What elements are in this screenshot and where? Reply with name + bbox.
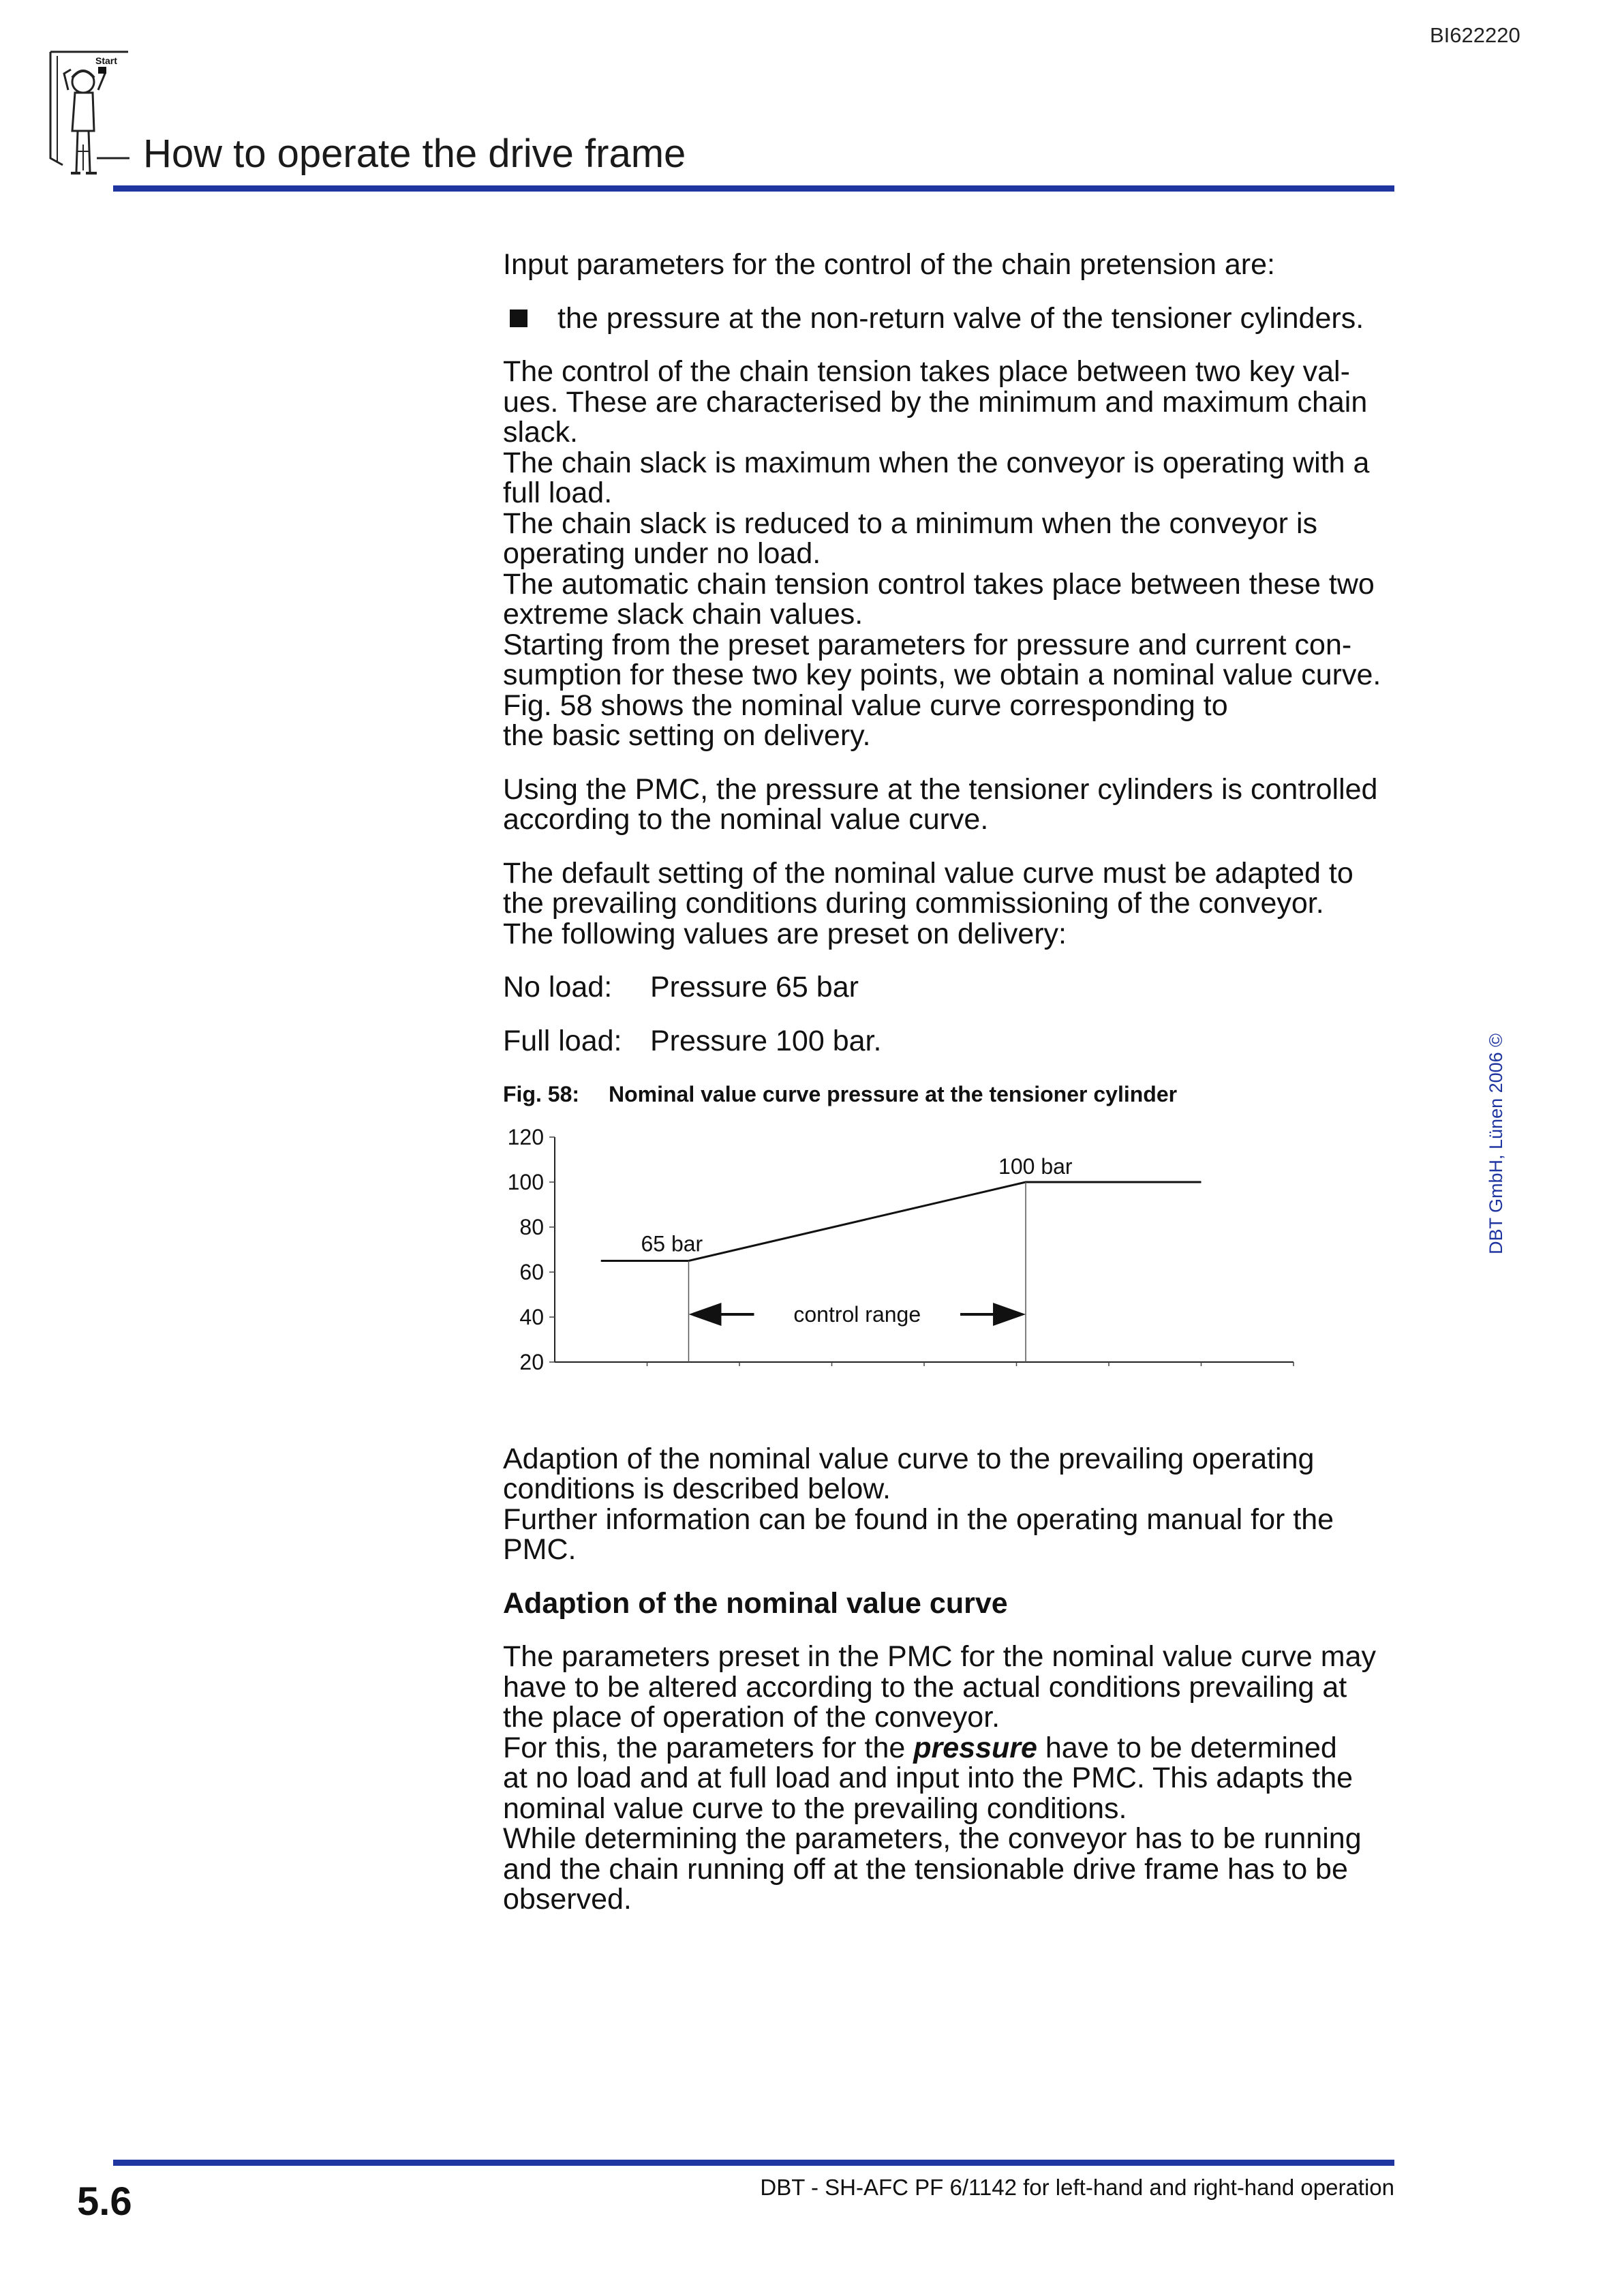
text-line: The chain slack is reduced to a minimum when the conveyor is bbox=[503, 507, 1317, 540]
document-id: BI622220 bbox=[1430, 23, 1520, 47]
section-heading: Adaption of the nominal value curve bbox=[503, 1586, 1008, 1620]
page-title: How to operate the drive frame bbox=[143, 132, 686, 176]
full-load-value: Pressure 100 bar. bbox=[650, 1024, 882, 1057]
y-tick-label: 100 bbox=[507, 1169, 544, 1194]
no-load-row bbox=[503, 972, 1403, 1003]
nominal-value-chart bbox=[503, 1129, 1403, 1381]
text-line-pre: For this, the parameters for the bbox=[503, 1731, 914, 1764]
text-line: at no load and at full load and input into the PMC. This adapts the bbox=[503, 1762, 1353, 1794]
text-line: the basic setting on delivery. bbox=[503, 719, 871, 752]
emphasis-pressure: pressure bbox=[913, 1731, 1037, 1764]
control-range-label: control range bbox=[793, 1301, 921, 1327]
bullet-text: the pressure at the non-return valve of the tensioner cylinders. bbox=[557, 301, 1364, 335]
no-load-label: No load: bbox=[503, 971, 613, 1003]
y-tick-label: 80 bbox=[519, 1214, 544, 1239]
square-bullet-icon bbox=[510, 309, 527, 327]
chart-svg bbox=[503, 1129, 1403, 1381]
y-tick-label: 120 bbox=[507, 1128, 544, 1149]
text-line: PMC. bbox=[503, 1533, 577, 1566]
text-line-post: have to be determined bbox=[1037, 1731, 1337, 1764]
text-line: The following values are preset on delivery: bbox=[503, 917, 1067, 950]
paragraph-default-setting bbox=[503, 858, 1403, 950]
text-line: The parameters preset in the PMC for the nominal value curve may bbox=[503, 1640, 1377, 1673]
text-line: extreme slack chain values. bbox=[503, 598, 863, 631]
text-line: Starting from the preset parameters for pressure and current con- bbox=[503, 628, 1352, 661]
header-divider bbox=[113, 185, 1394, 192]
figure-title: Nominal value curve pressure at the tensioner cylinder bbox=[609, 1082, 1178, 1106]
text-line: the place of operation of the conveyor. bbox=[503, 1701, 1000, 1734]
label-100-bar: 100 bar bbox=[998, 1153, 1073, 1179]
label-65-bar: 65 bar bbox=[641, 1231, 703, 1256]
text-line: nominal value curve to the prevailing conditions. bbox=[503, 1792, 1127, 1825]
text-line: full load. bbox=[503, 477, 613, 509]
text-line: The default setting of the nominal value curve must be adapted to bbox=[503, 856, 1353, 890]
arrow-left-icon bbox=[688, 1303, 721, 1326]
text-line: While determining the parameters, the conveyor has to be running bbox=[503, 1822, 1362, 1855]
text-line: The chain slack is maximum when the conveyor is operating with a bbox=[503, 446, 1370, 479]
main-content bbox=[503, 250, 1403, 1938]
paragraph-parameters bbox=[503, 1642, 1403, 1915]
text-line: Adaption of the nominal value curve to the prevailing operating bbox=[503, 1442, 1315, 1475]
no-load-value: Pressure 65 bar bbox=[650, 971, 859, 1003]
text-line: sumption for these two key points, we obtain a nominal value curve. bbox=[503, 659, 1381, 691]
text-line: The automatic chain tension control takes place between these two bbox=[503, 567, 1375, 601]
paragraph-adaption bbox=[503, 1444, 1403, 1565]
figure-caption bbox=[503, 1079, 1403, 1110]
text-line: conditions is described below. bbox=[503, 1472, 891, 1505]
text-line: have to be altered according to the actual conditions prevailing at bbox=[503, 1670, 1347, 1704]
full-load-row bbox=[503, 1026, 1403, 1057]
text-line: Further information can be found in the operating manual for the bbox=[503, 1502, 1334, 1536]
text-line: operating under no load. bbox=[503, 537, 821, 570]
text-line: observed. bbox=[503, 1883, 632, 1916]
y-tick-label: 40 bbox=[519, 1304, 544, 1329]
footer-document-title: DBT - SH-AFC PF 6/1142 for left-hand and right-hand operation bbox=[760, 2175, 1394, 2200]
logo-start-label: Start bbox=[95, 55, 117, 66]
bullet-item bbox=[503, 303, 1403, 334]
text-line: the prevailing conditions during commissioning of the conveyor. bbox=[503, 887, 1324, 920]
page-number: 5.6 bbox=[77, 2179, 132, 2224]
footer-divider bbox=[113, 2160, 1394, 2166]
text-line: Using the PMC, the pressure at the tensioner cylinders is controlled bbox=[503, 772, 1378, 806]
arrow-right-icon bbox=[993, 1303, 1026, 1326]
y-tick-label: 60 bbox=[519, 1259, 544, 1284]
text-line: according to the nominal value curve. bbox=[503, 803, 989, 836]
full-load-label: Full load: bbox=[503, 1024, 622, 1057]
paragraph-chain-tension bbox=[503, 357, 1403, 751]
intro-lead: Input parameters for the control of the chain pretension are: bbox=[503, 248, 1275, 281]
text-line: ues. These are characterised by the minimum and maximum chain bbox=[503, 385, 1368, 419]
start-logo-icon bbox=[48, 49, 136, 185]
figure-number: Fig. 58: bbox=[503, 1082, 580, 1106]
text-line: slack. bbox=[503, 416, 578, 449]
text-line: The control of the chain tension takes place between two key val- bbox=[503, 355, 1350, 388]
y-tick-label: 20 bbox=[519, 1349, 544, 1374]
paragraph-pmc bbox=[503, 774, 1403, 835]
copyright-notice: DBT GmbH, Lünen 2006 © bbox=[1486, 1033, 1506, 1254]
text-line: and the chain running off at the tensionable drive frame has to be bbox=[503, 1852, 1348, 1886]
text-line: Fig. 58 shows the nominal value curve corresponding to bbox=[503, 689, 1228, 722]
